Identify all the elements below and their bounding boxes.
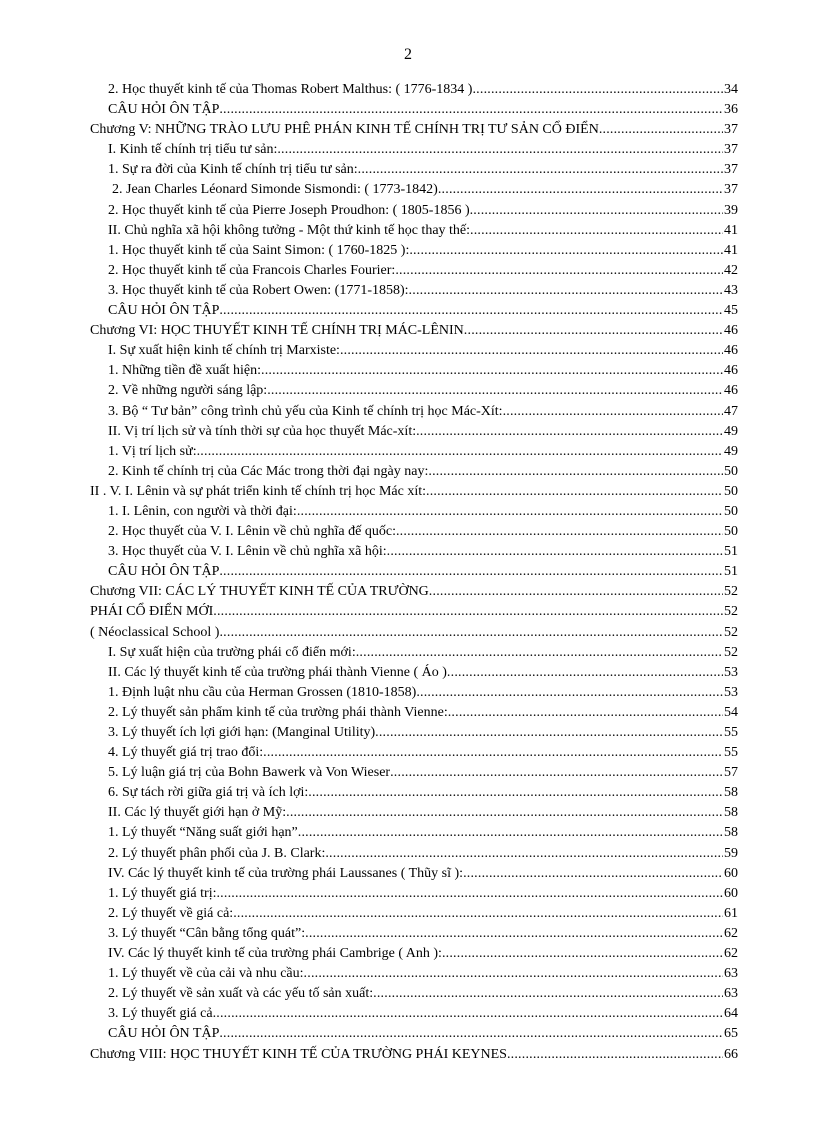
toc-entry-title: II. Chủ nghĩa xã hội không tưởng - Một thứ kinh tế học thay thế:	[108, 222, 471, 238]
dot-leader	[325, 844, 723, 864]
toc-entry[interactable]	[90, 261, 738, 281]
toc-entry-page: 46	[724, 383, 738, 399]
toc-entry-page: 61	[724, 905, 738, 921]
toc-entry-page: 59	[724, 845, 738, 861]
dot-leader	[263, 743, 723, 763]
toc-entry-title: Chương VIII: HỌC THUYẾT KINH TẾ CỦA TRƯỜNG PHÁI KEYNES	[90, 1046, 507, 1062]
toc-entry[interactable]	[90, 643, 738, 663]
toc-entry[interactable]	[90, 462, 738, 482]
toc-entry-title: 1. Lý thuyết giá trị:	[108, 885, 217, 901]
dot-leader	[304, 964, 723, 984]
toc-entry[interactable]	[90, 482, 738, 502]
toc-entry[interactable]	[90, 904, 738, 924]
dot-leader	[219, 100, 723, 120]
toc-entry-page: 53	[724, 684, 738, 700]
toc-entry[interactable]	[90, 381, 738, 401]
dot-leader	[396, 522, 723, 542]
toc-entry-page: 52	[724, 624, 738, 640]
toc-entry-page: 46	[724, 363, 738, 379]
dot-leader	[395, 261, 723, 281]
toc-entry-page: 37	[724, 162, 738, 178]
toc-entry-page: 52	[724, 584, 738, 600]
toc-entry-title: 1. Vị trí lịch sử:	[108, 443, 197, 459]
toc-entry[interactable]	[90, 944, 738, 964]
toc-entry-page: 62	[724, 946, 738, 962]
toc-entry-page: 58	[724, 825, 738, 841]
toc-entry-title: 3. Lý thuyết ích lợi giới hạn: (Manginal Utility)	[108, 725, 376, 740]
toc-entry[interactable]	[90, 864, 738, 884]
toc-entry-title: 2. Lý thuyết về giá cả:	[108, 905, 234, 921]
dot-leader	[261, 361, 723, 381]
toc-entry[interactable]	[90, 743, 738, 763]
toc-entry-page: 55	[724, 725, 738, 740]
dot-leader	[442, 944, 723, 964]
toc-entry-page: 54	[724, 704, 738, 720]
toc-entry-title: 3. Lý thuyết “Cân bằng tổng quát”:	[108, 925, 306, 941]
toc-entry[interactable]	[90, 884, 738, 904]
toc-entry-page: 46	[724, 323, 738, 339]
toc-entry[interactable]	[90, 180, 738, 200]
toc-entry-page: 50	[724, 483, 738, 499]
toc-entry-page: 58	[724, 785, 738, 801]
toc-entry-title: 2. Học thuyết kinh tế của Pierre Joseph Proudhon: ( 1805-1856 )	[108, 202, 470, 218]
toc-entry-page: 62	[724, 925, 738, 941]
toc-entry-title: I. Sự xuất hiện của trường phái cổ điển mới:	[108, 644, 356, 660]
toc-entry-page: 60	[724, 885, 738, 901]
toc-entry-page: 60	[724, 865, 738, 881]
toc-entry-page: 37	[724, 122, 738, 138]
toc-entry-page: 39	[724, 202, 738, 218]
toc-entry[interactable]	[90, 442, 738, 462]
toc-entry[interactable]	[90, 703, 738, 723]
toc-entry[interactable]	[90, 201, 738, 221]
toc-entry-title: CÂU HỎI ÔN TẬP	[108, 564, 220, 580]
toc-entry-title: 2. Kinh tế chính trị của Các Mác trong thời đại ngày nay:	[108, 463, 429, 479]
toc-entry[interactable]	[90, 422, 738, 442]
dot-leader	[390, 763, 723, 783]
toc-entry-title: 4. Lý thuyết giá trị trao đổi:	[108, 745, 264, 761]
toc-entry-page: 52	[724, 604, 738, 620]
toc-entry-title: CÂU HỎI ÔN TẬP	[108, 1026, 220, 1042]
toc-entry-page: 55	[724, 745, 738, 761]
dot-leader	[503, 402, 723, 422]
dot-leader	[463, 864, 723, 884]
toc-entry-title: IV. Các lý thuyết kinh tế của trường phái Laussanes ( Thũy sĩ ):	[108, 865, 464, 881]
toc-entry-title: 3. Lý thuyết giá cả	[108, 1006, 213, 1022]
toc-entry[interactable]	[90, 221, 738, 241]
toc-entry[interactable]	[90, 964, 738, 984]
table-of-contents	[90, 80, 738, 1065]
dot-leader	[298, 823, 723, 843]
toc-entry-title: IV. Các lý thuyết kinh tế của trường phái Cambrige ( Anh ):	[108, 946, 442, 962]
dot-leader	[416, 683, 723, 703]
toc-entry-title: 1. Sự ra đời của Kinh tế chính trị tiểu tư sản:	[108, 162, 358, 178]
toc-entry-page: 43	[724, 282, 738, 298]
toc-entry[interactable]	[90, 823, 738, 843]
dot-leader	[426, 482, 723, 502]
toc-entry[interactable]	[90, 1024, 738, 1044]
toc-entry-page: 63	[724, 966, 738, 982]
toc-entry-title: 5. Lý luận giá trị của Bohn Bawerk và Von Wieser	[108, 765, 391, 781]
dot-leader	[429, 582, 723, 602]
toc-entry-page: 51	[724, 564, 738, 580]
toc-entry-title: I. Kinh tế chính trị tiểu tư sản:	[108, 142, 278, 158]
toc-entry[interactable]	[90, 341, 738, 361]
dot-leader	[219, 1024, 723, 1044]
toc-entry-title: 2. Học thuyết của V. I. Lênin về chủ nghĩa đế quốc:	[108, 524, 396, 540]
toc-entry-title: 6. Sự tách rời giữa giá trị và ích lợi:	[108, 785, 309, 801]
toc-entry[interactable]	[90, 140, 738, 160]
toc-entry-title: 2. Về những người sáng lập:	[108, 383, 268, 399]
toc-entry[interactable]	[90, 924, 738, 944]
toc-entry-page: 58	[724, 805, 738, 821]
toc-entry[interactable]	[90, 522, 738, 542]
dot-leader	[375, 723, 723, 743]
toc-entry-title: 3. Học thuyết của V. I. Lênin về chủ nghĩa xã hội:	[108, 544, 387, 560]
toc-entry[interactable]	[90, 582, 738, 602]
toc-entry-page: 41	[724, 222, 738, 238]
dot-leader	[213, 1004, 723, 1024]
toc-entry-page: 37	[724, 142, 738, 158]
toc-entry-page: 46	[724, 343, 738, 359]
dot-leader	[219, 623, 723, 643]
toc-entry[interactable]	[90, 301, 738, 321]
toc-entry-page: 52	[724, 644, 738, 660]
dot-leader	[599, 120, 723, 140]
dot-leader	[438, 180, 723, 200]
toc-entry-page: 57	[724, 765, 738, 781]
toc-entry-title: 3. Học thuyết kinh tế của Robert Owen: (1771-1858):	[108, 282, 409, 298]
dot-leader	[472, 80, 723, 100]
dot-leader	[219, 562, 723, 582]
dot-leader	[470, 201, 723, 221]
toc-entry-title: II. Các lý thuyết kinh tế của trường phái thành Vienne ( Áo )	[108, 664, 447, 680]
toc-entry[interactable]	[90, 683, 738, 703]
toc-entry[interactable]	[90, 783, 738, 803]
dot-leader	[373, 984, 723, 1004]
toc-entry[interactable]	[90, 120, 738, 140]
toc-entry-page: 45	[724, 303, 738, 319]
toc-entry[interactable]	[90, 321, 738, 341]
toc-entry-page: 50	[724, 524, 738, 540]
toc-entry-page: 49	[724, 443, 738, 459]
dot-leader	[416, 422, 723, 442]
dot-leader	[216, 884, 723, 904]
toc-entry[interactable]	[90, 723, 738, 743]
toc-entry-page: 50	[724, 503, 738, 519]
dot-leader	[305, 924, 723, 944]
toc-entry-title: Chương VII: CÁC LÝ THUYẾT KINH TẾ CỦA TRƯỜNG	[90, 584, 429, 600]
toc-entry[interactable]	[90, 562, 738, 582]
toc-entry-page: 51	[724, 544, 738, 560]
toc-entry-title: II. Các lý thuyết giới hạn ở Mỹ:	[108, 805, 287, 821]
toc-entry[interactable]	[90, 281, 738, 301]
toc-entry[interactable]	[90, 623, 738, 643]
page-number: 2	[404, 46, 412, 63]
toc-entry-page: 63	[724, 986, 738, 1002]
toc-entry[interactable]	[90, 502, 738, 522]
toc-entry[interactable]	[90, 402, 738, 422]
toc-entry[interactable]	[90, 241, 738, 261]
toc-entry-title: II. Vị trí lịch sử và tính thời sự của học thuyết Mác-xít:	[108, 423, 417, 439]
toc-entry[interactable]	[90, 984, 738, 1004]
toc-entry[interactable]	[90, 663, 738, 683]
toc-entry-title: 2. Jean Charles Léonard Simonde Sismondi: ( 1773-1842)	[112, 182, 438, 198]
toc-entry-title: 1. I. Lênin, con người và thời đại:	[108, 503, 297, 519]
toc-entry[interactable]	[90, 844, 738, 864]
toc-entry-title: CÂU HỎI ÔN TẬP	[108, 303, 220, 319]
dot-leader	[356, 643, 723, 663]
dot-leader	[358, 160, 723, 180]
toc-entry-page: 36	[724, 102, 738, 118]
toc-entry[interactable]	[90, 361, 738, 381]
dot-leader	[197, 442, 723, 462]
toc-entry-title: 3. Bộ “ Tư bản” công trình chủ yếu của Kinh tế chính trị học Mác-Xít:	[108, 403, 503, 419]
toc-entry-title: II . V. I. Lênin và sự phát triển kinh tế chính trị học Mác xít:	[90, 483, 426, 499]
toc-entry-page: 41	[724, 242, 738, 258]
toc-entry[interactable]	[90, 1045, 738, 1065]
dot-leader	[277, 140, 723, 160]
toc-entry[interactable]	[90, 602, 738, 622]
dot-leader	[470, 221, 723, 241]
toc-entry[interactable]	[90, 803, 738, 823]
toc-entry[interactable]	[90, 160, 738, 180]
toc-entry-title: 2. Học thuyết kinh tế của Francois Charles Fourier:	[108, 262, 396, 278]
toc-entry-title: PHÁI CỔ ĐIỂN MỚI	[90, 604, 214, 620]
dot-leader	[428, 462, 723, 482]
toc-entry-title: 1. Học thuyết kinh tế của Saint Simon: ( 1760-1825 ):	[108, 242, 410, 258]
dot-leader	[448, 703, 723, 723]
toc-entry-title: 1. Những tiền đề xuất hiện:	[108, 363, 262, 379]
toc-entry-page: 49	[724, 423, 738, 439]
toc-entry-title: 1. Lý thuyết “Năng suất giới hạn”	[108, 825, 298, 841]
toc-entry-page: 65	[724, 1026, 738, 1042]
dot-leader	[387, 542, 723, 562]
toc-entry[interactable]	[90, 100, 738, 120]
dot-leader	[409, 281, 723, 301]
toc-entry-page: 50	[724, 463, 738, 479]
toc-entry[interactable]	[90, 80, 738, 100]
dot-leader	[233, 904, 723, 924]
dot-leader	[308, 783, 723, 803]
dot-leader	[213, 602, 723, 622]
dot-leader	[219, 301, 723, 321]
toc-entry[interactable]	[90, 542, 738, 562]
toc-entry[interactable]	[90, 763, 738, 783]
toc-entry-title: 2. Học thuyết kinh tế của Thomas Robert Malthus: ( 1776-1834 )	[108, 82, 473, 97]
toc-entry-title: Chương VI: HỌC THUYẾT KINH TẾ CHÍNH TRỊ MÁC-LÊNIN	[90, 323, 464, 339]
toc-entry-title: 2. Lý thuyết về sản xuất và các yếu tố sản xuất:	[108, 986, 374, 1002]
toc-entry[interactable]	[90, 1004, 738, 1024]
dot-leader	[409, 241, 723, 261]
dot-leader	[507, 1045, 723, 1065]
toc-entry-page: 64	[724, 1006, 738, 1022]
dot-leader	[464, 321, 723, 341]
toc-entry-title: 2. Lý thuyết phân phối của J. B. Clark:	[108, 845, 326, 861]
toc-entry-title: 1. Định luật nhu cầu của Herman Grossen (1810-1858)	[108, 684, 417, 700]
dot-leader	[297, 502, 723, 522]
toc-entry-page: 37	[724, 182, 738, 198]
toc-entry-title: I. Sự xuất hiện kinh tế chính trị Marxiste:	[108, 343, 340, 359]
dot-leader	[286, 803, 723, 823]
toc-entry-title: 2. Lý thuyết sản phẩm kinh tế của trường phái thành Vienne:	[108, 704, 448, 720]
toc-entry-page: 47	[724, 403, 738, 419]
dot-leader	[447, 663, 723, 683]
dot-leader	[340, 341, 723, 361]
toc-entry-page: 34	[724, 82, 738, 97]
toc-entry-page: 66	[724, 1046, 738, 1062]
toc-entry-page: 42	[724, 262, 738, 278]
toc-entry-title: ( Néoclassical School )	[90, 624, 220, 640]
toc-entry-title: CÂU HỎI ÔN TẬP	[108, 102, 220, 118]
toc-entry-page: 53	[724, 664, 738, 680]
toc-entry-title: Chương V: NHỮNG TRÀO LƯU PHÊ PHÁN KINH TẾ CHÍNH TRỊ TƯ SẢN CỔ ĐIỂN	[90, 122, 599, 138]
toc-entry-title: 1. Lý thuyết về của cải và nhu cầu:	[108, 966, 304, 982]
dot-leader	[267, 381, 723, 401]
